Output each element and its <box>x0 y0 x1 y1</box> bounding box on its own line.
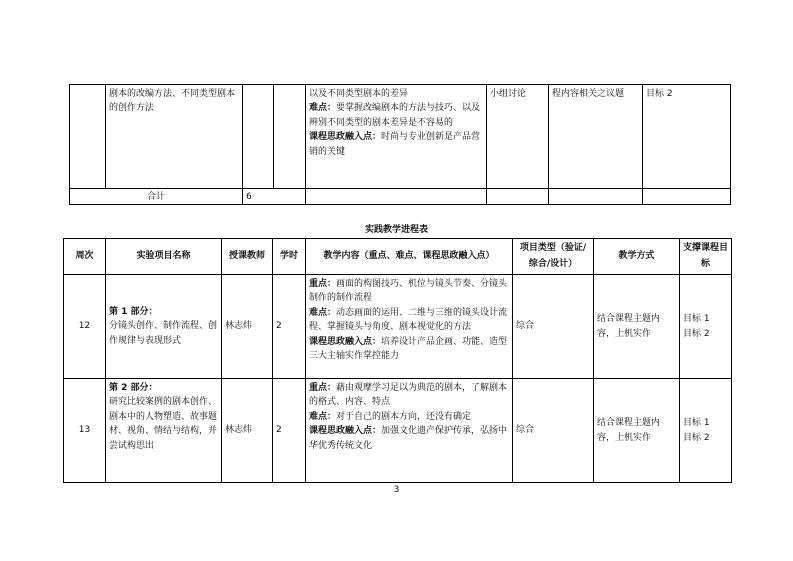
total-label: 合计 <box>70 189 243 205</box>
teacher-cell <box>243 85 274 189</box>
header-row <box>64 239 732 275</box>
difficulty-line: 难点：要掌握改编剧本的方法与技巧、以及辨别不同类型的剧本差异是不容易的 <box>309 103 481 128</box>
header-method: 教学方式 <box>594 239 680 275</box>
teacher-cell: 林志炜 <box>222 379 273 483</box>
index-cell <box>70 85 106 189</box>
ideology-line: 课程思政融入点：时尚与专业创新是产品营销的关键 <box>309 132 481 157</box>
type-cell: 综合 <box>513 275 594 379</box>
item-name: 研究比较案例的剧本创作、剧本中的人物塑造、故事题材、视角、情结与结构，并尝试构思出 <box>109 397 218 451</box>
difficulty-line: 难点：对于自己的剧本方向，还没有确定 <box>309 411 472 422</box>
header-type: 项目类型（验证/综合/设计） <box>513 239 594 275</box>
header-content: 教学内容（重点、难点、课程思政融入点） <box>306 239 513 275</box>
empty-cell <box>306 189 487 205</box>
difficulty-line: 难点：动态画面的运用、二维与三维的镜头设计流程、掌握镜头与角度、剧本视觉化的方法 <box>309 307 508 333</box>
item-name: 分镜头创作、制作流程、创作规律与表现形式 <box>109 321 218 346</box>
goal-item: 目标 1 <box>683 314 710 325</box>
key-point-line: 重点：画面的构图技巧、机位与镜头节奏、分镜头制作的制作流程 <box>309 279 508 304</box>
item-name-cell: 剧本的改编方法、不同类型剧本的创作方法 <box>106 85 243 189</box>
goal-item: 目标 1 <box>683 418 710 429</box>
goal-cell: 目标 2 <box>643 85 731 189</box>
part-label: 第 2 部分： <box>109 383 158 393</box>
week-cell: 13 <box>64 379 106 483</box>
table-row <box>70 85 731 189</box>
empty-cell <box>549 189 643 205</box>
content-line: 以及不同类型剧本的差异 <box>309 89 409 99</box>
method-cell: 结合课程主题内容，上机实作 <box>594 275 680 379</box>
empty-cell <box>643 189 731 205</box>
week-cell: 12 <box>64 275 106 379</box>
key-point-line: 重点：藉由观摩学习足以为典范的剧本，了解剧本的格式、内容、特点 <box>309 383 508 408</box>
empty-cell <box>487 189 549 205</box>
type-cell: 综合 <box>513 379 594 483</box>
goal-item: 目标 2 <box>683 328 710 339</box>
item-name-cell <box>106 379 222 483</box>
total-hours: 6 <box>243 189 306 205</box>
hours-cell: 2 <box>273 379 306 483</box>
content-cell <box>306 379 513 483</box>
goal-item: 目标 2 <box>683 432 710 443</box>
page-number: 3 <box>393 485 400 495</box>
method-cell: 结合课程主题内容，上机实作 <box>594 379 680 483</box>
hours-cell: 2 <box>273 275 306 379</box>
previous-schedule-table <box>69 84 731 205</box>
header-name: 实验项目名称 <box>106 239 222 275</box>
content-cell <box>306 275 513 379</box>
header-goal: 支撑课程目标 <box>680 239 732 275</box>
part-label: 第 1 部分： <box>109 306 158 317</box>
table-row <box>64 379 732 483</box>
total-row <box>70 189 731 205</box>
content-cell <box>306 85 487 189</box>
header-index: 周次 <box>64 239 106 275</box>
header-teacher: 授课教师 <box>222 239 273 275</box>
course-content-cell: 程内容相关之议题 <box>549 85 643 189</box>
page-title: 实践教学进程表 <box>364 225 428 235</box>
teacher-cell: 林志炜 <box>222 275 273 379</box>
table-row <box>64 275 732 379</box>
item-name-cell <box>106 275 222 379</box>
goal-cell <box>680 379 732 483</box>
practice-schedule-table <box>63 238 732 483</box>
ideology-line: 课程思政融入点：培养设计产品企画、功能、造型三大主轴实作掌控能力 <box>309 336 508 361</box>
hours-cell <box>274 85 306 189</box>
header-hours: 学时 <box>273 239 306 275</box>
method-cell: 小组讨论 <box>487 85 549 189</box>
goal-cell <box>680 275 732 379</box>
ideology-line: 课程思政融入点：加强文化遗产保护传承，弘扬中华优秀传统文化 <box>309 426 508 451</box>
